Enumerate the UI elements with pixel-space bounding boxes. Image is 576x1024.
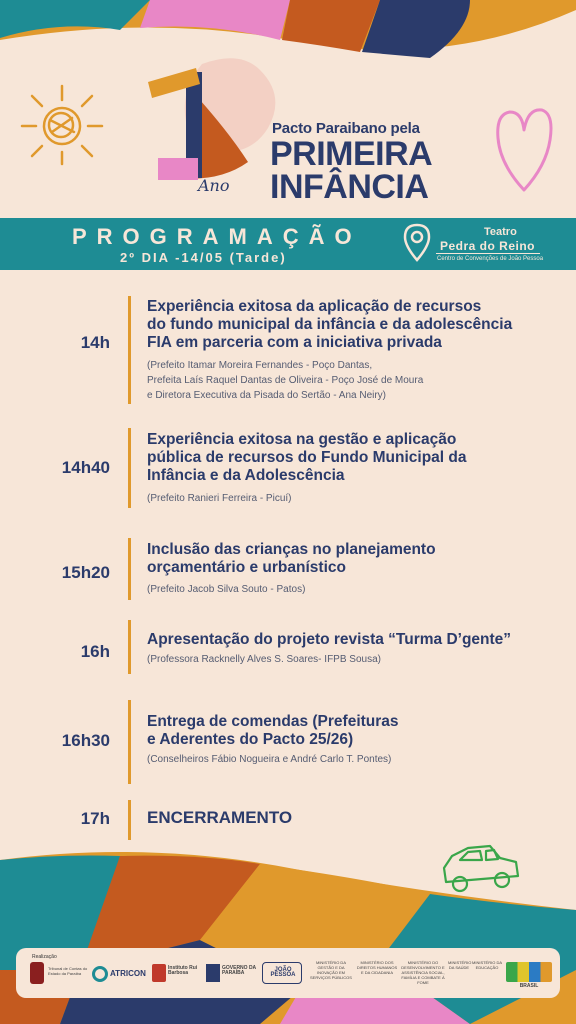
speaker-line: (Professora Racknelly Alves S. Soares- IFPB Sousa) — [147, 654, 381, 665]
logo-pretitle: Pacto Paraibano pela — [272, 120, 420, 137]
sponsors-strip — [16, 948, 560, 998]
venue-divider — [436, 253, 540, 254]
paraiba-logo — [206, 964, 220, 982]
schedule-time: 15h20 — [61, 563, 110, 582]
schedule-title-line: Inclusão das crianças no planejamento — [147, 541, 436, 558]
schedule-title-line: Apresentação do projeto revista “Turma D’gente” — [147, 631, 512, 648]
car-icon — [438, 838, 524, 898]
schedule-speakers — [147, 652, 557, 667]
schedule-title-line: Infância e da Adolescência — [147, 467, 345, 484]
speaker-line: (Prefeito Jacob Silva Souto - Patos) — [147, 584, 306, 595]
logo-title — [270, 135, 433, 206]
header — [0, 40, 576, 220]
ministry-5: MINISTÉRIO DA EDUCAÇÃO — [472, 960, 503, 970]
schedule-divider — [128, 538, 131, 600]
schedule-title-line: ENCERRAMENTO — [147, 808, 293, 827]
schedule-title-line: do fundo municipal da infância e da adolescência — [147, 316, 513, 333]
ministry-4: MINISTÉRIO DA SAÚDE — [448, 960, 472, 970]
schedule-divider — [128, 700, 131, 784]
schedule-speakers — [147, 358, 557, 403]
schedule-title-line: FIA em parceria com a iniciativa privada — [147, 334, 442, 351]
governo-name: GOVERNO DA PARAÍBA — [222, 965, 256, 976]
schedule-divider — [128, 296, 131, 404]
schedule-title — [147, 809, 557, 827]
schedule-title — [147, 431, 557, 485]
schedule-title — [147, 298, 557, 352]
schedule-title-line: orçamentário e urbanístico — [147, 559, 346, 576]
atricon-name: ATRICON — [110, 969, 146, 978]
venue-name: Pedra do Reino — [440, 239, 536, 253]
schedule-title-line: pública de recursos do Fundo Municipal da — [147, 449, 467, 466]
schedule-time: 14h40 — [61, 458, 110, 477]
brasil-name: BRASIL — [519, 983, 539, 989]
schedule-time: 16h30 — [61, 731, 110, 750]
brasil-logo — [506, 962, 552, 982]
venue-subtitle: Centro de Convenções de João Pessoa — [437, 256, 544, 262]
schedule-speakers — [147, 752, 557, 767]
venue-prefix: Teatro — [484, 226, 517, 238]
schedule-speakers — [147, 491, 557, 506]
ano-label: Ano — [198, 176, 230, 195]
ministry-2: MINISTÉRIO DOS DIREITOS HUMANOS E DA CIDADANIA — [356, 960, 398, 975]
schedule-title-line: Entrega de comendas (Prefeituras — [147, 713, 399, 730]
band-subtitle: 2º DIA -14/05 (Tarde) — [120, 250, 287, 265]
schedule-title-line: e Aderentes do Pacto 25/26) — [147, 731, 354, 748]
irb-logo — [152, 964, 166, 982]
jp-name: JOÃO PESSOA — [270, 967, 296, 978]
sun-icon — [18, 80, 104, 166]
speaker-line: (Conselheiros Fábio Nogueira e André Carlo T. Pontes) — [147, 754, 392, 765]
schedule-title-line: Experiência exitosa da aplicação de recursos — [147, 298, 482, 315]
schedule-divider — [128, 800, 131, 840]
speaker-line: Prefeita Laís Raquel Dantas de Oliveira - Poço José de Moura — [147, 375, 424, 386]
speaker-line: (Prefeito Ranieri Ferreira - Picuí) — [147, 493, 292, 504]
speaker-line: e Diretora Executiva da Pisada do Sertão - Ana Neiry) — [147, 390, 387, 401]
schedule-divider — [128, 428, 131, 508]
atricon-logo — [92, 966, 108, 982]
location-pin-icon — [402, 222, 432, 264]
schedule-divider — [128, 620, 131, 674]
tce-logo — [30, 962, 44, 984]
ministry-1: MINISTÉRIO DA GESTÃO E DA INOVAÇÃO EM SERVIÇOS PÚBLICOS — [310, 960, 352, 980]
ministry-3: MINISTÉRIO DO DESENVOLVIMENTO E ASSISTÊNCIA SOCIAL, FAMÍLIA E COMBATE À FOME — [401, 960, 445, 985]
schedule-title — [147, 713, 557, 749]
tce-name: Tribunal de Contas do Estado da Paraíba — [48, 966, 88, 976]
schedule-title — [147, 631, 557, 649]
logo-title-line1: PRIMEIRA — [270, 135, 433, 173]
band-title: PROGRAMAÇÃO — [72, 224, 362, 249]
schedule-time: 16h — [80, 642, 110, 661]
irb-name: Instituto Rui Barbosa — [168, 965, 198, 976]
schedule-time: 17h — [80, 809, 110, 828]
schedule-time: 14h — [80, 333, 110, 352]
schedule-title — [147, 541, 557, 577]
primeira-infancia-logo — [140, 50, 290, 190]
schedule-speakers — [147, 582, 557, 597]
schedule-title-line: Experiência exitosa na gestão e aplicação — [147, 431, 457, 448]
realizacao-label: Realização — [32, 954, 57, 960]
heart-icon — [494, 104, 556, 196]
logo-title-line2: INFÂNCIA — [270, 168, 429, 206]
speaker-line: (Prefeito Itamar Moreira Fernandes - Poço Dantas, — [147, 360, 373, 371]
